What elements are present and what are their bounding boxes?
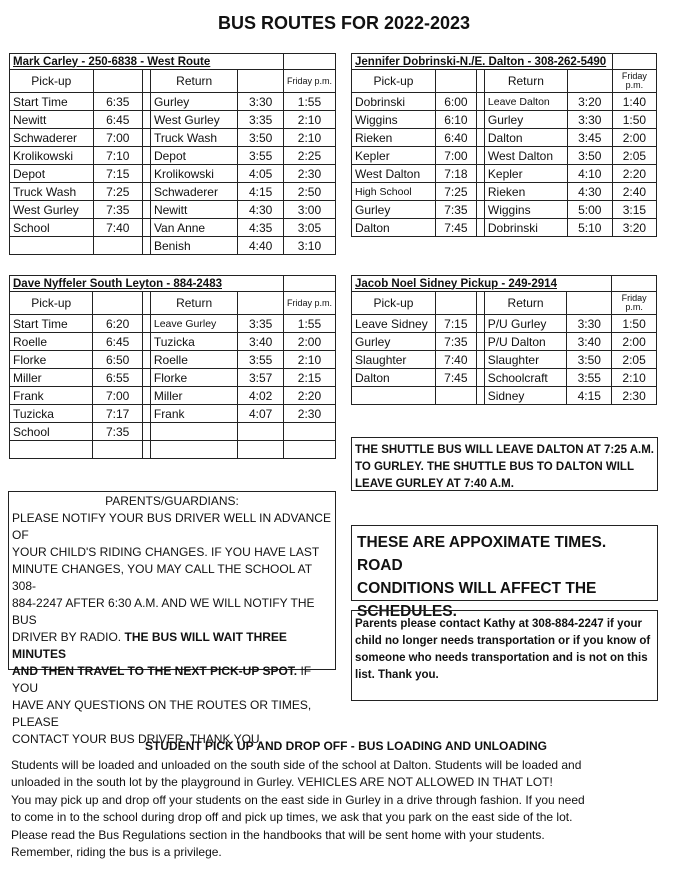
return-stop-cell: Wiggins bbox=[484, 201, 567, 219]
spacer-cell bbox=[142, 93, 150, 111]
table-row bbox=[352, 183, 657, 201]
table-row bbox=[10, 237, 336, 255]
table-row bbox=[352, 201, 657, 219]
pickup-time-cell: 6:45 bbox=[93, 333, 142, 351]
return-stop-cell: P/U Gurley bbox=[484, 315, 567, 333]
return-stop-cell: Truck Wash bbox=[150, 129, 238, 147]
return-time-cell: 4:07 bbox=[238, 405, 284, 423]
friday-time-cell: 1:40 bbox=[612, 93, 656, 111]
pickup-stop-cell: West Gurley bbox=[10, 201, 94, 219]
return-stop-cell: Rieken bbox=[484, 183, 567, 201]
friday-time-cell: 2:10 bbox=[283, 351, 335, 369]
return-stop-cell: Frank bbox=[150, 405, 238, 423]
return-column-header: Return bbox=[484, 70, 567, 93]
return-time-cell: 4:30 bbox=[238, 201, 283, 219]
table-row bbox=[10, 333, 336, 351]
pickup-stop-cell: Slaughter bbox=[352, 351, 436, 369]
return-stop-cell: Leave Dalton bbox=[484, 93, 567, 111]
return-stop-cell: Roelle bbox=[150, 351, 238, 369]
return-column-header: Return bbox=[484, 292, 567, 315]
return-time-column-header bbox=[567, 292, 612, 315]
spacer-cell bbox=[142, 147, 150, 165]
pickup-time-cell: 7:15 bbox=[93, 165, 142, 183]
shuttle-notice bbox=[351, 437, 658, 491]
friday-time-cell: 2:00 bbox=[283, 333, 335, 351]
pickup-stop-cell: Gurley bbox=[352, 333, 436, 351]
route-table-mark-carley bbox=[9, 53, 336, 255]
pickup-time-cell: 7:00 bbox=[93, 387, 142, 405]
return-time-cell: 3:45 bbox=[567, 129, 612, 147]
return-stop-cell: Florke bbox=[150, 369, 238, 387]
pickup-time-cell: 6:40 bbox=[435, 129, 476, 147]
friday-time-cell: 2:25 bbox=[283, 147, 335, 165]
student-pickup-section bbox=[11, 738, 681, 862]
kathy-line: someone who needs transportation and is not on this bbox=[355, 652, 648, 664]
return-stop-cell: Newitt bbox=[150, 201, 238, 219]
friday-time-cell: 2:15 bbox=[283, 369, 335, 387]
spacer-cell bbox=[476, 129, 484, 147]
spacer-cell bbox=[476, 147, 484, 165]
pickup-stop-cell: School bbox=[10, 219, 94, 237]
spacer-cell bbox=[142, 201, 150, 219]
pickup-time-cell: 7:35 bbox=[435, 201, 476, 219]
header-spacer-cell bbox=[612, 54, 656, 70]
return-stop-cell: Depot bbox=[150, 147, 238, 165]
spacer-column-header bbox=[476, 292, 484, 315]
pickup-column-header: Pick-up bbox=[10, 292, 93, 315]
route-driver-header: Jacob Noel Sidney Pickup - 249-2914 bbox=[352, 276, 612, 292]
spacer-cell bbox=[476, 315, 484, 333]
route-driver-header: Dave Nyffeler South Leyton - 884-2483 bbox=[10, 276, 284, 292]
table-row bbox=[10, 183, 336, 201]
return-stop-cell: West Dalton bbox=[484, 147, 567, 165]
table-row bbox=[10, 423, 336, 441]
return-time-cell: 3:40 bbox=[567, 333, 612, 351]
parents-line: PLEASE NOTIFY YOUR BUS DRIVER WELL IN ADVANCE OF bbox=[12, 511, 331, 542]
spacer-cell bbox=[476, 369, 484, 387]
parents-bold-text: THE BUS WILL WAIT THREE MINUTES bbox=[12, 630, 287, 661]
pickup-stop-cell: Start Time bbox=[10, 93, 94, 111]
student-line: Remember, riding the bus is a privilege. bbox=[11, 845, 222, 859]
student-line: Please read the Bus Regulations section in the handbooks that will be sent home with your students. bbox=[11, 827, 545, 842]
friday-time-cell: 2:50 bbox=[283, 183, 335, 201]
return-stop-cell: P/U Dalton bbox=[484, 333, 567, 351]
pickup-time-cell: 7:35 bbox=[93, 423, 142, 441]
page-title: BUS ROUTES FOR 2022-2023 bbox=[217, 13, 471, 33]
spacer-cell bbox=[476, 93, 484, 111]
pickup-time-cell: 7:10 bbox=[93, 147, 142, 165]
friday-time-cell bbox=[283, 423, 335, 441]
return-stop-cell: Dalton bbox=[484, 129, 567, 147]
parents-line: HAVE ANY QUESTIONS ON THE ROUTES OR TIMES, PLEASE bbox=[12, 698, 312, 729]
parents-text: DRIVER BY RADIO. bbox=[12, 630, 125, 644]
spacer-cell bbox=[142, 369, 150, 387]
friday-label-line: Friday bbox=[621, 293, 647, 303]
return-time-column-header bbox=[238, 70, 283, 93]
spacer-cell bbox=[142, 111, 150, 129]
column-header-row bbox=[10, 292, 336, 315]
friday-time-cell: 1:55 bbox=[283, 315, 335, 333]
pickup-stop-cell: Schwaderer bbox=[10, 129, 94, 147]
pickup-stop-cell bbox=[10, 237, 94, 255]
return-column-header: Return bbox=[150, 292, 238, 315]
return-time-cell: 3:30 bbox=[238, 93, 283, 111]
return-stop-cell bbox=[150, 423, 238, 441]
return-stop-cell: Benish bbox=[150, 237, 238, 255]
table-row bbox=[10, 201, 336, 219]
header-spacer-cell bbox=[283, 54, 335, 70]
pickup-column-header: Pick-up bbox=[10, 70, 94, 93]
pickup-time-cell: 6:20 bbox=[93, 315, 142, 333]
spacer-cell bbox=[142, 333, 150, 351]
friday-time-cell: 2:20 bbox=[612, 165, 656, 183]
return-time-cell: 4:05 bbox=[238, 165, 283, 183]
table-row bbox=[10, 369, 336, 387]
return-stop-cell: Van Anne bbox=[150, 219, 238, 237]
table-row bbox=[10, 441, 336, 459]
spacer-cell bbox=[142, 441, 150, 459]
friday-label-line: p.m. bbox=[625, 80, 644, 90]
approximate-times-notice bbox=[351, 525, 658, 620]
table-row bbox=[10, 405, 336, 423]
time-column-header bbox=[93, 70, 142, 93]
friday-time-cell: 2:40 bbox=[612, 183, 656, 201]
pickup-stop-cell: West Dalton bbox=[352, 165, 436, 183]
table-row bbox=[10, 147, 336, 165]
spacer-cell bbox=[142, 237, 150, 255]
table-row bbox=[352, 387, 657, 405]
friday-time-cell: 2:20 bbox=[283, 387, 335, 405]
approx-line: THESE ARE APPOXIMATE TIMES. ROAD bbox=[357, 534, 607, 574]
table-row bbox=[10, 111, 336, 129]
route-header-row bbox=[352, 54, 657, 70]
friday-column-header bbox=[283, 70, 335, 93]
parents-bold-text: AND THEN TRAVEL TO THE NEXT PICK-UP SPOT. bbox=[12, 664, 298, 678]
parents-line: CONTACT YOUR BUS DRIVER. THANK YOU. bbox=[12, 732, 263, 746]
spacer-cell bbox=[142, 219, 150, 237]
pickup-stop-cell: Wiggins bbox=[352, 111, 436, 129]
return-time-cell: 3:30 bbox=[567, 111, 612, 129]
kathy-line: child no longer needs transportation or if you know of bbox=[355, 635, 651, 647]
spacer-cell bbox=[142, 405, 150, 423]
spacer-cell bbox=[476, 219, 484, 237]
spacer-cell bbox=[476, 351, 484, 369]
table-row bbox=[352, 129, 657, 147]
pickup-stop-cell: Frank bbox=[10, 387, 93, 405]
return-time-cell: 3:35 bbox=[238, 111, 283, 129]
return-stop-cell: Schwaderer bbox=[150, 183, 238, 201]
pickup-stop-cell: Newitt bbox=[10, 111, 94, 129]
parents-line: MINUTE CHANGES, YOU MAY CALL THE SCHOOL AT 308- bbox=[12, 562, 312, 593]
pickup-stop-cell: Roelle bbox=[10, 333, 93, 351]
friday-time-cell: 3:00 bbox=[283, 201, 335, 219]
return-stop-cell: Kepler bbox=[484, 165, 567, 183]
friday-time-cell: 3:10 bbox=[283, 237, 335, 255]
table-row bbox=[352, 93, 657, 111]
return-time-cell: 3:55 bbox=[567, 369, 612, 387]
return-time-cell: 4:30 bbox=[567, 183, 612, 201]
pickup-column-header: Pick-up bbox=[352, 70, 436, 93]
return-time-cell: 3:30 bbox=[567, 315, 612, 333]
return-time-cell: 4:35 bbox=[238, 219, 283, 237]
spacer-cell bbox=[476, 111, 484, 129]
parents-heading: PARENTS/GUARDIANS: bbox=[105, 494, 239, 508]
table-row bbox=[352, 147, 657, 165]
pickup-time-cell: 7:00 bbox=[435, 147, 476, 165]
student-line: Students will be loaded and unloaded on the south side of the school at Dalton. Students will be loaded and bbox=[11, 757, 582, 772]
route-table-jennifer-dobrinski bbox=[351, 53, 657, 237]
kathy-line: Parents please contact Kathy at 308-884-2247 if your bbox=[355, 618, 642, 630]
friday-time-cell: 2:05 bbox=[612, 351, 657, 369]
pickup-stop-cell: Rieken bbox=[352, 129, 436, 147]
pickup-time-cell: 7:15 bbox=[435, 315, 476, 333]
pickup-column-header: Pick-up bbox=[352, 292, 436, 315]
spacer-cell bbox=[476, 201, 484, 219]
pickup-stop-cell: Florke bbox=[10, 351, 93, 369]
pickup-stop-cell: Gurley bbox=[352, 201, 436, 219]
spacer-cell bbox=[476, 333, 484, 351]
spacer-column-header bbox=[476, 70, 484, 93]
friday-time-cell: 1:55 bbox=[283, 93, 335, 111]
table-row bbox=[352, 165, 657, 183]
return-time-column-header bbox=[567, 70, 612, 93]
spacer-cell bbox=[142, 129, 150, 147]
student-line: unloaded in the south lot by the playground in Gurley. VEHICLES ARE NOT ALLOWED IN THAT LOT! bbox=[11, 775, 553, 789]
table-row bbox=[352, 111, 657, 129]
pickup-time-cell: 7:00 bbox=[93, 129, 142, 147]
table-row bbox=[10, 129, 336, 147]
return-time-cell: 4:10 bbox=[567, 165, 612, 183]
parents-notice bbox=[8, 491, 336, 746]
student-section-heading: STUDENT PICK UP AND DROP OFF - BUS LOADING AND UNLOADING bbox=[144, 739, 547, 753]
pickup-time-cell: 7:25 bbox=[93, 183, 142, 201]
student-line: to come in to the school during drop off and pick up times, we ask that you park on the east side of the lot. bbox=[11, 810, 573, 824]
friday-column-header bbox=[612, 292, 657, 315]
student-line: You may pick up and drop off your students on the east side in Gurley in a drive through fashion. If you need bbox=[11, 792, 585, 807]
friday-column-header bbox=[283, 292, 335, 315]
pickup-stop-cell: High School bbox=[352, 183, 436, 201]
pickup-stop-cell: Leave Sidney bbox=[352, 315, 436, 333]
table-row bbox=[10, 351, 336, 369]
friday-time-cell: 1:50 bbox=[612, 315, 657, 333]
pickup-stop-cell: Miller bbox=[10, 369, 93, 387]
pickup-stop-cell: Depot bbox=[10, 165, 94, 183]
return-stop-cell: Slaughter bbox=[484, 351, 567, 369]
return-time-cell: 3:35 bbox=[238, 315, 284, 333]
return-time-cell bbox=[238, 441, 284, 459]
friday-label-line: Friday bbox=[621, 71, 647, 81]
pickup-time-cell: 6:10 bbox=[435, 111, 476, 129]
return-stop-cell: Tuzicka bbox=[150, 333, 238, 351]
spacer-cell bbox=[142, 315, 150, 333]
return-stop-cell: Sidney bbox=[484, 387, 567, 405]
pickup-stop-cell: Dalton bbox=[352, 369, 436, 387]
return-time-cell: 4:02 bbox=[238, 387, 284, 405]
approx-line: SCHEDULES. bbox=[357, 603, 457, 620]
friday-time-cell: 3:20 bbox=[612, 219, 656, 237]
column-header-row bbox=[352, 70, 657, 93]
pickup-time-cell: 6:00 bbox=[435, 93, 476, 111]
spacer-cell bbox=[142, 423, 150, 441]
friday-time-cell: 3:05 bbox=[283, 219, 335, 237]
pickup-stop-cell: Dobrinski bbox=[352, 93, 436, 111]
friday-pm-label: Friday p.m. bbox=[286, 297, 332, 308]
friday-column-header bbox=[612, 70, 656, 93]
friday-pm-label: Friday p.m. bbox=[286, 75, 332, 86]
friday-time-cell: 2:30 bbox=[612, 387, 657, 405]
pickup-stop-cell: Krolikowski bbox=[10, 147, 94, 165]
table-row bbox=[352, 351, 657, 369]
time-column-header bbox=[435, 70, 476, 93]
friday-time-cell bbox=[283, 441, 335, 459]
parents-line: 884-2247 AFTER 6:30 A.M. AND WE WILL NOTIFY THE BUS bbox=[12, 596, 315, 627]
route-driver-header: Mark Carley - 250-6838 - West Route bbox=[10, 54, 284, 70]
friday-time-cell: 2:30 bbox=[283, 405, 335, 423]
shuttle-line: LEAVE GURLEY AT 7:40 A.M. bbox=[355, 478, 514, 490]
return-time-cell: 3:55 bbox=[238, 351, 284, 369]
friday-time-cell: 1:50 bbox=[612, 111, 656, 129]
parents-line bbox=[12, 629, 332, 663]
spacer-cell bbox=[476, 165, 484, 183]
spacer-cell bbox=[476, 387, 484, 405]
return-time-cell: 3:55 bbox=[238, 147, 283, 165]
spacer-cell bbox=[142, 387, 150, 405]
pickup-time-cell: 6:55 bbox=[93, 369, 142, 387]
pickup-time-cell: 7:35 bbox=[435, 333, 476, 351]
parents-text: IF YOU bbox=[12, 664, 312, 695]
friday-time-cell: 2:10 bbox=[283, 129, 335, 147]
friday-time-cell: 2:00 bbox=[612, 129, 656, 147]
friday-time-cell: 2:00 bbox=[612, 333, 657, 351]
route-table-jacob-noel bbox=[351, 275, 657, 405]
pickup-time-cell: 7:45 bbox=[435, 219, 476, 237]
table-row bbox=[352, 369, 657, 387]
route-driver-header: Jennifer Dobrinski-N./E. Dalton - 308-262-5490 bbox=[352, 54, 613, 70]
return-time-cell bbox=[238, 423, 284, 441]
route-header-row bbox=[352, 276, 657, 292]
return-time-cell: 4:15 bbox=[238, 183, 283, 201]
pickup-time-cell: 7:45 bbox=[435, 369, 476, 387]
pickup-time-cell: 7:25 bbox=[435, 183, 476, 201]
parents-line bbox=[12, 663, 332, 697]
pickup-stop-cell: Tuzicka bbox=[10, 405, 93, 423]
spacer-column-header bbox=[142, 292, 150, 315]
pickup-time-cell: 7:40 bbox=[435, 351, 476, 369]
header-spacer-cell bbox=[283, 276, 335, 292]
spacer-cell bbox=[142, 351, 150, 369]
pickup-time-cell: 6:35 bbox=[93, 93, 142, 111]
return-time-cell: 3:40 bbox=[238, 333, 284, 351]
route-table-dave-nyffeler bbox=[9, 275, 336, 459]
return-column-header: Return bbox=[150, 70, 238, 93]
pickup-time-cell: 6:45 bbox=[93, 111, 142, 129]
spacer-cell bbox=[142, 165, 150, 183]
time-column-header bbox=[93, 292, 142, 315]
return-stop-cell: West Gurley bbox=[150, 111, 238, 129]
spacer-cell bbox=[142, 183, 150, 201]
column-header-row bbox=[352, 292, 657, 315]
friday-time-cell: 3:15 bbox=[612, 201, 656, 219]
return-time-cell: 3:50 bbox=[238, 129, 283, 147]
pickup-stop-cell: School bbox=[10, 423, 93, 441]
table-row bbox=[10, 315, 336, 333]
return-stop-cell: Leave Gurley bbox=[150, 315, 238, 333]
pickup-stop-cell: Start Time bbox=[10, 315, 93, 333]
return-time-cell: 4:40 bbox=[238, 237, 283, 255]
return-stop-cell: Schoolcraft bbox=[484, 369, 567, 387]
friday-pm-label bbox=[616, 72, 653, 90]
return-time-cell: 3:57 bbox=[238, 369, 284, 387]
return-time-column-header bbox=[238, 292, 284, 315]
return-time-cell: 5:00 bbox=[567, 201, 612, 219]
pickup-time-cell bbox=[93, 237, 142, 255]
friday-label-line: p.m. bbox=[625, 302, 643, 312]
shuttle-line: TO GURLEY. THE SHUTTLE BUS TO DALTON WILL bbox=[355, 461, 634, 473]
spacer-column-header bbox=[142, 70, 150, 93]
pickup-time-cell: 7:40 bbox=[93, 219, 142, 237]
pickup-stop-cell bbox=[10, 441, 93, 459]
return-time-cell: 4:15 bbox=[567, 387, 612, 405]
table-row bbox=[352, 333, 657, 351]
table-row bbox=[352, 315, 657, 333]
pickup-time-cell: 6:50 bbox=[93, 351, 142, 369]
friday-time-cell: 2:10 bbox=[283, 111, 335, 129]
approx-line: CONDITIONS WILL AFFECT THE bbox=[357, 580, 597, 597]
spacer-cell bbox=[476, 183, 484, 201]
return-stop-cell: Miller bbox=[150, 387, 238, 405]
pickup-stop-cell bbox=[352, 387, 436, 405]
friday-time-cell: 2:30 bbox=[283, 165, 335, 183]
pickup-time-cell: 7:35 bbox=[93, 201, 142, 219]
pickup-stop-cell: Truck Wash bbox=[10, 183, 94, 201]
time-column-header bbox=[435, 292, 476, 315]
table-row bbox=[352, 219, 657, 237]
column-header-row bbox=[10, 70, 336, 93]
parents-line: YOUR CHILD'S RIDING CHANGES. IF YOU HAVE LAST bbox=[12, 545, 320, 559]
pickup-stop-cell: Dalton bbox=[352, 219, 436, 237]
return-time-cell: 3:50 bbox=[567, 147, 612, 165]
pickup-time-cell bbox=[435, 387, 476, 405]
friday-pm-label bbox=[615, 294, 653, 312]
shuttle-line: THE SHUTTLE BUS WILL LEAVE DALTON AT 7:25 A.M. bbox=[355, 444, 655, 456]
friday-time-cell: 2:05 bbox=[612, 147, 656, 165]
return-stop-cell: Dobrinski bbox=[484, 219, 567, 237]
transportation-contact-notice bbox=[351, 610, 658, 701]
pickup-stop-cell: Kepler bbox=[352, 147, 436, 165]
return-stop-cell: Krolikowski bbox=[150, 165, 238, 183]
pickup-time-cell bbox=[93, 441, 142, 459]
return-time-cell: 5:10 bbox=[567, 219, 612, 237]
kathy-line: list. Thank you. bbox=[355, 669, 439, 681]
table-row bbox=[10, 93, 336, 111]
return-time-cell: 3:50 bbox=[567, 351, 612, 369]
route-header-row bbox=[10, 276, 336, 292]
pickup-time-cell: 7:17 bbox=[93, 405, 142, 423]
table-row bbox=[10, 165, 336, 183]
return-stop-cell: Gurley bbox=[484, 111, 567, 129]
return-stop-cell: Gurley bbox=[150, 93, 238, 111]
route-header-row bbox=[10, 54, 336, 70]
friday-time-cell: 2:10 bbox=[612, 369, 657, 387]
header-spacer-cell bbox=[612, 276, 657, 292]
pickup-time-cell: 7:18 bbox=[435, 165, 476, 183]
return-time-cell: 3:20 bbox=[567, 93, 612, 111]
table-row bbox=[10, 219, 336, 237]
return-stop-cell bbox=[150, 441, 238, 459]
table-row bbox=[10, 387, 336, 405]
